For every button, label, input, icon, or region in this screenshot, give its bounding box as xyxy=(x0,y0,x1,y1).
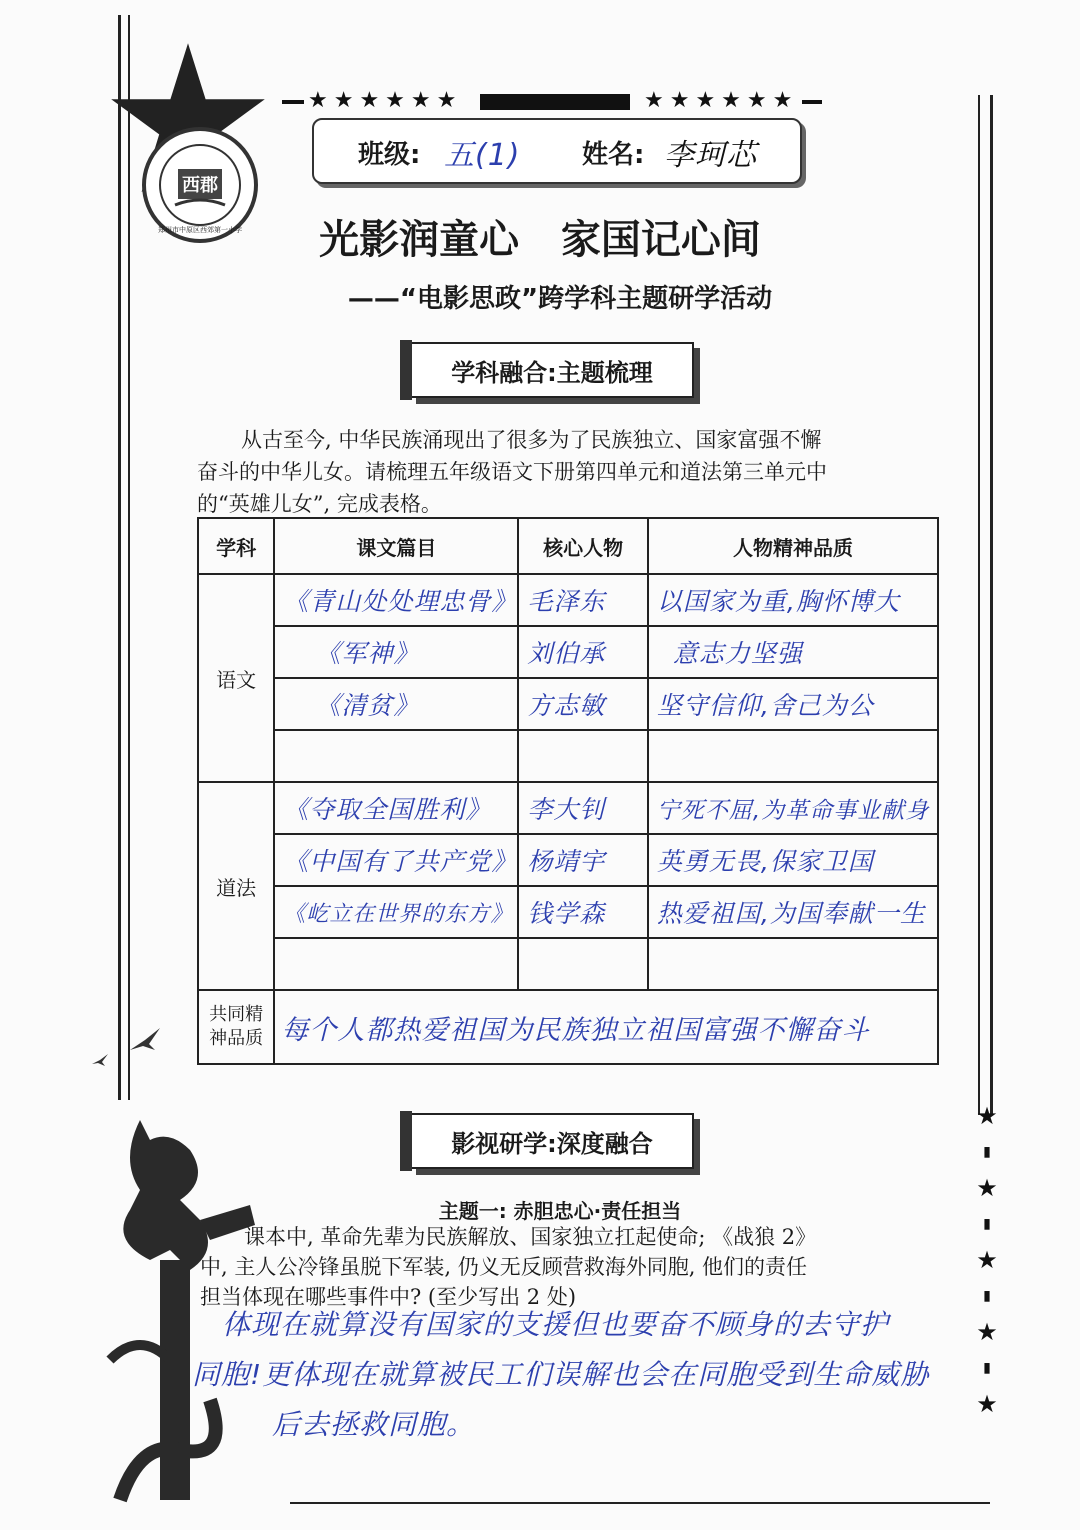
class-label: 班级: xyxy=(358,140,421,170)
text-cell: 《军神》 xyxy=(274,626,518,678)
column-header: 学科 xyxy=(198,518,274,574)
quality-cell: 英勇无畏,保家卫国 xyxy=(648,834,938,886)
quality-cell: 宁死不屈,为革命事业献身 xyxy=(648,782,938,834)
text-cell xyxy=(274,730,518,782)
section1-intro xyxy=(197,424,939,520)
question-line: 课本中, 革命先辈为民族解放、国家独立扛起使命; 《战狼 2》 xyxy=(244,1225,817,1249)
subject-cell: 语文 xyxy=(198,574,274,782)
column-header: 人物精神品质 xyxy=(648,518,938,574)
table-row xyxy=(198,574,938,626)
common-label-line: 共同精 xyxy=(209,1004,264,1025)
table-row xyxy=(198,938,938,990)
person-cell: 钱学森 xyxy=(518,886,648,938)
name-value: 李珂芯 xyxy=(664,138,757,173)
bird-icon xyxy=(90,1050,110,1070)
person-cell xyxy=(518,730,648,782)
table-row xyxy=(198,782,938,834)
person-cell xyxy=(518,938,648,990)
text-cell: 《夺取全国胜利》 xyxy=(274,782,518,834)
intro-line: 从古至今, 中华民族涌现出了很多为了民族独立、国家富强不懈 xyxy=(241,428,822,452)
seal-center-text: 西郡 xyxy=(182,175,218,196)
quality-cell: 以国家为重,胸怀博大 xyxy=(648,574,938,626)
heroes-table xyxy=(197,517,939,1065)
person-cell: 方志敏 xyxy=(518,678,648,730)
right-star-column: ★ ▮ ★ ▮ ★ ▮ ★ ▮ ★ xyxy=(976,1102,998,1418)
common-label-line: 神品质 xyxy=(209,1028,264,1049)
question-line: 担当体现在哪些事件中? (至少写出 2 处) xyxy=(200,1285,577,1309)
quality-cell xyxy=(648,730,938,782)
section2-question xyxy=(200,1222,940,1312)
common-quality-row xyxy=(198,990,938,1064)
quality-cell: 热爱祖国,为国奉献一生 xyxy=(648,886,938,938)
quality-cell: 意志力坚强 xyxy=(648,626,938,678)
page-subtitle: ——“电影思政”跨学科主题研学活动 xyxy=(347,284,773,314)
page-title: 光影润童心 家国记心间 xyxy=(319,217,761,263)
table-row xyxy=(198,886,938,938)
text-cell: 《青山处处埋忠骨》 xyxy=(274,574,518,626)
subject-cell: 道法 xyxy=(198,782,274,990)
intro-line: 奋斗的中华儿女。请梳理五年级语文下册第四单元和道法第三单元中 xyxy=(197,460,827,484)
answer-line: 后去拯救同胞。 xyxy=(272,1408,476,1441)
quality-cell: 坚守信仰,舍己为公 xyxy=(648,678,938,730)
section2-answer xyxy=(192,1300,970,1450)
text-cell xyxy=(274,938,518,990)
column-header: 课文篇目 xyxy=(274,518,518,574)
intro-line: 的“英雄儿女”, 完成表格。 xyxy=(197,492,442,516)
section1-heading-text: 学科融合:主题梳理 xyxy=(451,358,653,387)
text-cell: 《中国有了共产党》 xyxy=(274,834,518,886)
answer-line: 同胞!更体现在就算被民工们误解也会在同胞受到生命威胁 xyxy=(192,1358,930,1391)
common-quality-label xyxy=(198,990,274,1064)
section1-heading xyxy=(410,342,694,398)
top-star-bar: ★★★★★★ ★★★★★★ xyxy=(282,88,822,116)
text-cell: 《屹立在世界的东方》 xyxy=(274,886,518,938)
person-cell: 毛泽东 xyxy=(518,574,648,626)
common-quality-value: 每个人都热爱祖国为民族独立祖国富强不懈奋斗 xyxy=(274,990,938,1064)
quality-cell xyxy=(648,938,938,990)
text-cell: 《清贫》 xyxy=(274,678,518,730)
frame-bottom-line xyxy=(290,1502,990,1504)
column-header: 核心人物 xyxy=(518,518,648,574)
section2-heading-text: 影视研学:深度融合 xyxy=(451,1129,653,1158)
person-cell: 刘伯承 xyxy=(518,626,648,678)
table-row xyxy=(198,678,938,730)
table-row xyxy=(198,626,938,678)
bird-icon xyxy=(125,1020,165,1060)
seal-ring-text: 郑州市中原区西郊第一小学 xyxy=(158,226,242,234)
person-cell: 杨靖宇 xyxy=(518,834,648,886)
table-row xyxy=(198,730,938,782)
table-header-row xyxy=(198,518,938,574)
section2-heading xyxy=(410,1113,694,1169)
answer-line: 体现在就算没有国家的支援但也要奋不顾身的去守护 xyxy=(222,1308,890,1341)
question-line: 中, 主人公冷锋虽脱下军装, 仍义无反顾营救海外同胞, 他们的责任 xyxy=(200,1255,808,1279)
class-value: 五(1) xyxy=(444,138,521,173)
topic-title: 主题一: 赤胆忠心·责任担当 xyxy=(438,1199,682,1223)
name-label: 姓名: xyxy=(582,140,645,170)
table-row xyxy=(198,834,938,886)
person-cell: 李大钊 xyxy=(518,782,648,834)
student-info-box xyxy=(312,118,802,184)
